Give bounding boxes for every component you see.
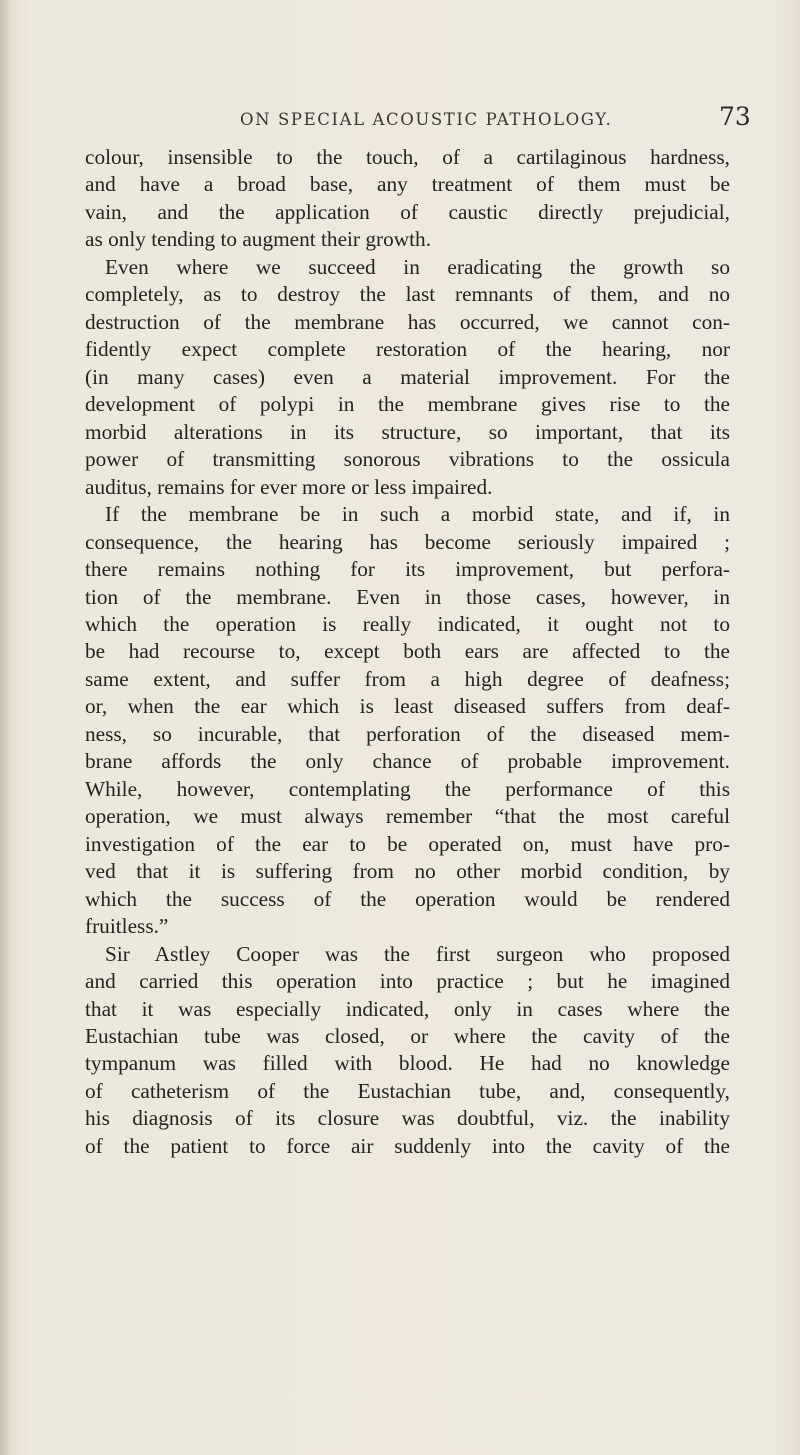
text-line: fruitless.” <box>85 914 169 939</box>
text-line: power of transmitting sonorous vibrations to the ossicula <box>85 447 730 472</box>
text-line: Sir Astley Cooper was the first surgeon who proposed <box>105 941 730 966</box>
text-line: Eustachian tube was closed, or where the cavity of the <box>85 1024 730 1048</box>
text-line: or, when the ear which is least diseased suffers from deaf- <box>85 694 730 719</box>
running-head <box>0 102 800 138</box>
text-line: there remains nothing for its improvement, but perfora- <box>85 557 730 582</box>
text-line: of catheterism of the Eustachian tube, and, consequently, <box>85 1078 730 1103</box>
text-line: investigation of the ear to be operated on, must have pro- <box>85 831 730 856</box>
text-line: as only tending to augment their growth. <box>85 227 432 252</box>
text-line: his diagnosis of its closure was doubtful, viz. the inability <box>85 1106 730 1131</box>
text-line: development of polypi in the membrane gives rise to the <box>85 392 730 417</box>
text-line: operation, we must always remember “that the most careful <box>85 804 730 829</box>
text-line: While, however, contemplating the performance of this <box>85 776 730 801</box>
text-line: morbid alterations in its structure, so important, that its <box>85 419 730 444</box>
text-line: be had recourse to, except both ears are affected to the <box>85 639 730 664</box>
text-line: tympanum was filled with blood. He had no knowledge <box>85 1051 730 1076</box>
text-line: that it was especially indicated, only in cases where the <box>85 996 730 1021</box>
text-line: destruction of the membrane has occurred, we cannot con- <box>85 309 730 334</box>
text-line: vain, and the application of caustic directly prejudicial, <box>85 199 730 224</box>
text-line: auditus, remains for ever more or less impaired. <box>85 474 493 499</box>
running-title: ON SPECIAL ACOUSTIC PATHOLOGY. <box>240 110 613 129</box>
text-line: brane affords the only chance of probable improvement. <box>85 749 730 774</box>
text-line: ness, so incurable, that perforation of the diseased mem- <box>85 721 730 746</box>
body-text <box>85 144 730 1160</box>
text-line: fidently expect complete restoration of the hearing, nor <box>85 337 730 362</box>
page-gutter-shadow <box>0 0 10 1455</box>
text-line: same extent, and suffer from a high degree of deafness; <box>85 666 730 691</box>
text-line: ved that it is suffering from no other morbid condition, by <box>85 859 730 884</box>
text-line: (in many cases) even a material improvement. For the <box>85 364 730 389</box>
text-line: Even where we succeed in eradicating the growth so <box>105 254 730 279</box>
page-number: 73 <box>719 102 751 131</box>
text-line: which the operation is really indicated, it ought not to <box>85 611 730 636</box>
text-line: If the membrane be in such a morbid state, and if, in <box>105 502 730 527</box>
text-line: of the patient to force air suddenly into the cavity of the <box>85 1133 730 1158</box>
text-line: and carried this operation into practice ; but he imagined <box>85 969 730 994</box>
text-line: which the success of the operation would be rendered <box>85 886 730 911</box>
text-line: colour, insensible to the touch, of a cartilaginous hardness, <box>85 145 730 169</box>
text-line: and have a broad base, any treatment of them must be <box>85 172 730 197</box>
text-line: tion of the membrane. Even in those cases, however, in <box>85 584 730 609</box>
text-line: consequence, the hearing has become seriously impaired ; <box>85 529 730 554</box>
text-line: completely, as to destroy the last remnants of them, and no <box>85 282 730 307</box>
